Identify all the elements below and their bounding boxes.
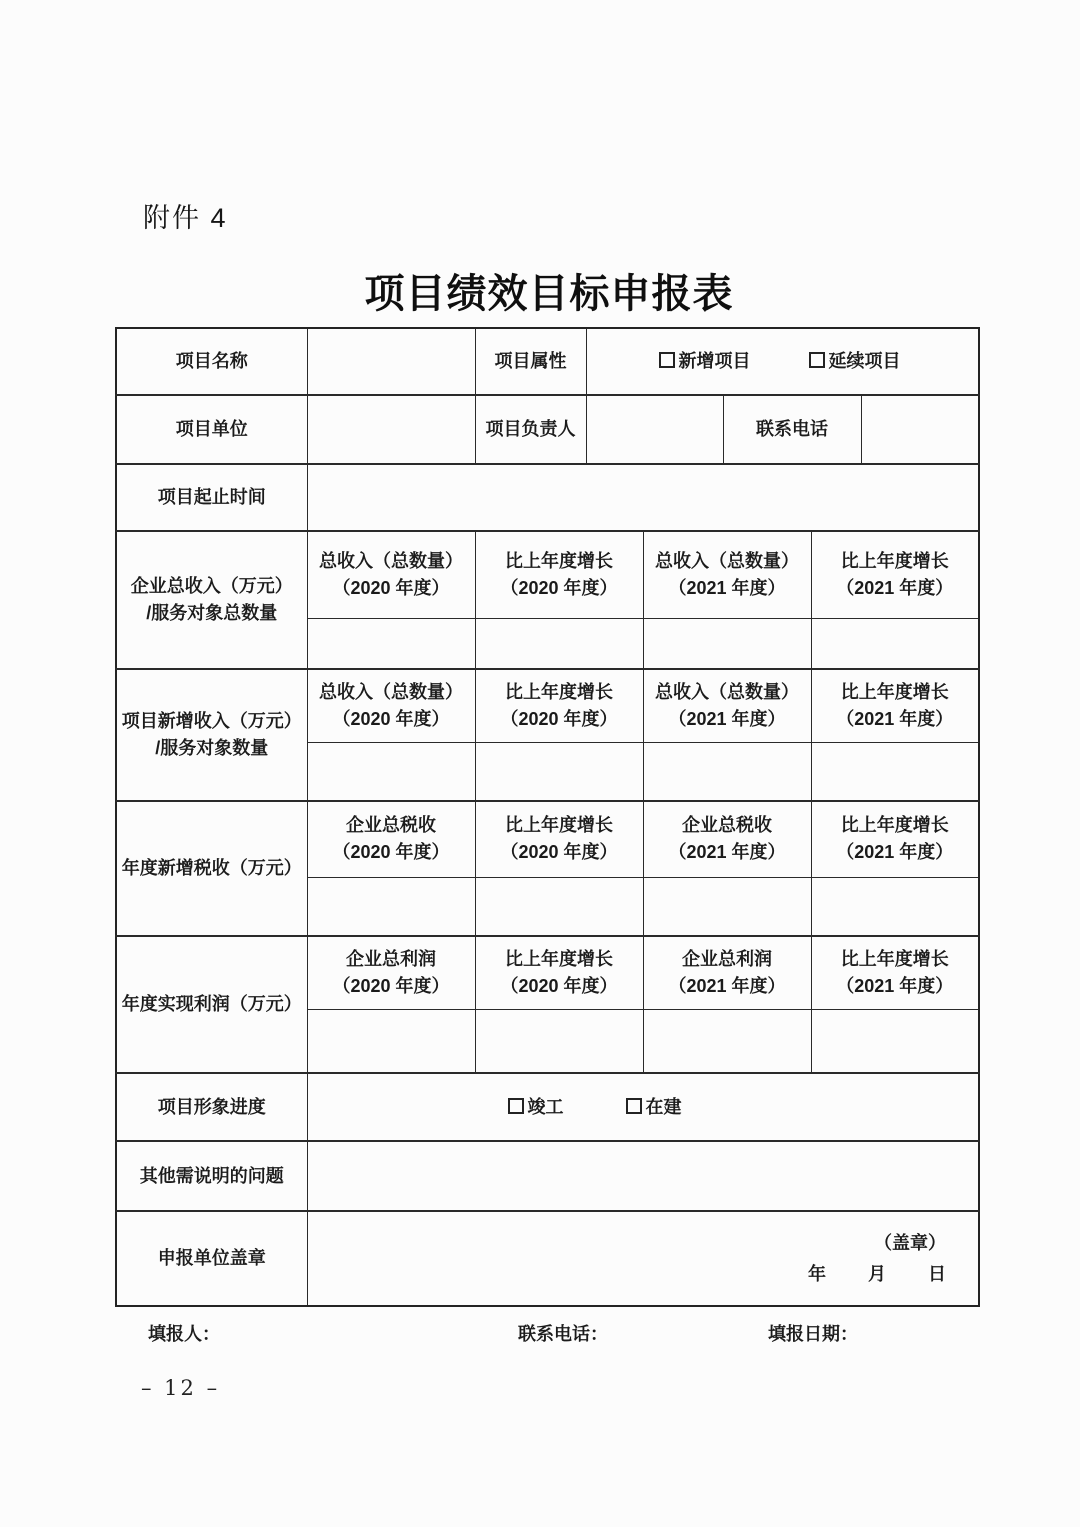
input-cell — [307, 742, 475, 801]
row-project-progress — [116, 1073, 979, 1141]
seal-hint: （盖章） — [874, 1232, 947, 1253]
contact-phone-label: 联系电话 — [723, 395, 861, 464]
row-project-name — [116, 328, 979, 395]
input-cell — [811, 618, 979, 669]
column-header: 比上年度增长 （2020 年度） — [475, 936, 643, 1009]
input-cell — [307, 1009, 475, 1073]
option-continued-project: 延续项目 — [809, 348, 901, 375]
project-manager-input-cell — [586, 395, 723, 464]
project-period-label: 项目起止时间 — [116, 464, 307, 531]
unit-stamp-label: 申报单位盖章 — [116, 1211, 307, 1306]
footer-date-label: 填报日期： — [768, 1324, 858, 1344]
unit-stamp-cell — [307, 1211, 979, 1306]
column-header: 比上年度增长 （2021 年度） — [811, 669, 979, 742]
column-header: 比上年度增长 （2021 年度） — [811, 801, 979, 877]
project-attr-options-cell — [586, 328, 979, 395]
section-new-revenue-label: 项目新增收入（万元） /服务对象数量 — [116, 669, 307, 801]
project-attr-label: 项目属性 — [475, 328, 586, 395]
column-header: 总收入（总数量） （2021 年度） — [643, 531, 811, 618]
column-header: 企业总利润 （2021 年度） — [643, 936, 811, 1009]
project-unit-label: 项目单位 — [116, 395, 307, 464]
input-cell — [475, 877, 643, 936]
column-header: 比上年度增长 （2020 年度） — [475, 801, 643, 877]
input-cell — [475, 1009, 643, 1073]
project-progress-label: 项目形象进度 — [116, 1073, 307, 1141]
input-cell — [307, 618, 475, 669]
section-profit-label: 年度实现利润（万元） — [116, 936, 307, 1073]
input-cell — [643, 877, 811, 936]
column-header: 比上年度增长 （2020 年度） — [475, 531, 643, 618]
option-under-construction: 在建 — [626, 1094, 682, 1121]
attachment-label: 附件 4 — [143, 203, 228, 233]
declaration-form-table — [115, 327, 980, 1307]
section-new-revenue-header-row — [116, 669, 979, 742]
section-new-tax-label: 年度新增税收（万元） — [116, 801, 307, 936]
checkbox-icon — [659, 352, 675, 368]
input-cell — [643, 618, 811, 669]
checkbox-icon — [626, 1098, 642, 1114]
project-name-label: 项目名称 — [116, 328, 307, 395]
column-header: 比上年度增长 （2021 年度） — [811, 531, 979, 618]
filler-label: 填报人： — [148, 1324, 220, 1344]
date-line: 年 月 日 — [808, 1263, 947, 1284]
checkbox-icon — [508, 1098, 524, 1114]
column-header: 企业总税收 （2021 年度） — [643, 801, 811, 877]
contact-phone-input-cell — [861, 395, 979, 464]
project-name-input-cell — [307, 328, 475, 395]
section-total-revenue-header-row — [116, 531, 979, 618]
project-unit-input-cell — [307, 395, 475, 464]
page-number: – 12 – — [141, 1376, 221, 1400]
checkbox-icon — [809, 352, 825, 368]
section-profit-header-row — [116, 936, 979, 1009]
input-cell — [643, 1009, 811, 1073]
column-header: 总收入（总数量） （2021 年度） — [643, 669, 811, 742]
row-project-unit — [116, 395, 979, 464]
column-header: 企业总利润 （2020 年度） — [307, 936, 475, 1009]
page-title: 项目绩效目标申报表 — [364, 272, 734, 316]
project-manager-label: 项目负责人 — [475, 395, 586, 464]
input-cell — [643, 742, 811, 801]
input-cell — [811, 877, 979, 936]
other-issues-input-cell — [307, 1141, 979, 1211]
project-period-input-cell — [307, 464, 979, 531]
row-unit-stamp — [116, 1211, 979, 1306]
row-project-period — [116, 464, 979, 531]
row-other-issues — [116, 1141, 979, 1211]
option-completed: 竣工 — [508, 1094, 564, 1121]
input-cell — [307, 877, 475, 936]
other-issues-label: 其他需说明的问题 — [116, 1141, 307, 1211]
column-header: 比上年度增长 （2020 年度） — [475, 669, 643, 742]
input-cell — [811, 1009, 979, 1073]
form-footer — [0, 1320, 1080, 1350]
column-header: 企业总税收 （2020 年度） — [307, 801, 475, 877]
section-new-tax-header-row — [116, 801, 979, 877]
input-cell — [811, 742, 979, 801]
input-cell — [475, 742, 643, 801]
column-header: 总收入（总数量） （2020 年度） — [307, 669, 475, 742]
option-new-project: 新增项目 — [659, 348, 751, 375]
footer-phone-label: 联系电话： — [518, 1324, 608, 1344]
column-header: 比上年度增长 （2021 年度） — [811, 936, 979, 1009]
input-cell — [475, 618, 643, 669]
column-header: 总收入（总数量） （2020 年度） — [307, 531, 475, 618]
section-total-revenue-label: 企业总收入（万元） /服务对象总数量 — [116, 531, 307, 669]
project-progress-options-cell — [307, 1073, 979, 1141]
